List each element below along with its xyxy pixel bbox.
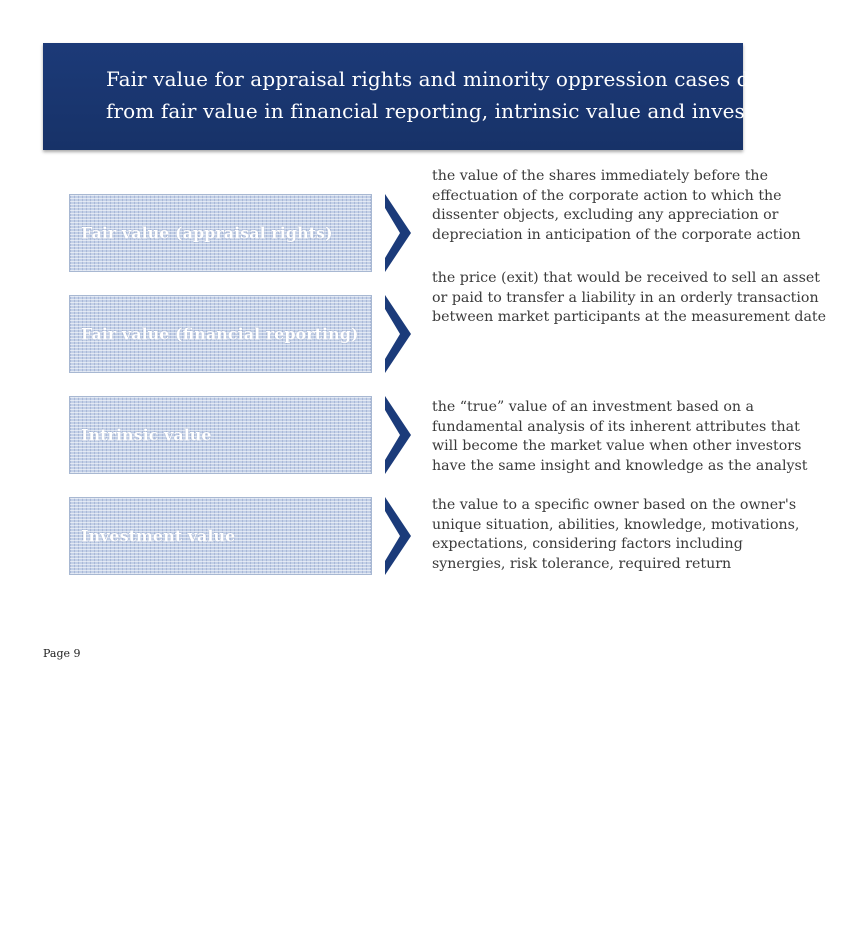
chevron-right-icon xyxy=(385,295,411,373)
row-label: Intrinsic value xyxy=(81,425,212,445)
row-box-appraisal-fair-value xyxy=(69,194,372,272)
row-description xyxy=(432,269,827,328)
desc-line: dissenter objects, excluding any appreciation or xyxy=(432,207,779,223)
row-label: Investment value xyxy=(81,526,236,546)
row-box-investment-value xyxy=(69,497,372,575)
desc-line: expectations, considering factors including xyxy=(432,536,743,552)
desc-line: fundamental analysis of its inherent attributes that xyxy=(432,418,800,435)
desc-line: the value to a specific owner based on the owner's xyxy=(432,497,797,513)
desc-line: the price (exit) that would be received to sell an asset xyxy=(432,270,820,286)
desc-line: the value of the shares immediately before the xyxy=(432,168,768,184)
desc-line: have the same insight and knowledge as the analyst xyxy=(432,457,808,474)
row-description xyxy=(432,167,801,245)
desc-line: will become the market value when other investors xyxy=(432,438,802,454)
desc-line: depreciation in anticipation of the corporate action xyxy=(432,226,801,243)
desc-line: effectuation of the corporate action to which the xyxy=(432,187,782,204)
row-box-intrinsic-value xyxy=(69,396,372,474)
desc-line: synergies, risk tolerance, required return xyxy=(432,555,732,572)
chevron-right-icon xyxy=(385,497,411,575)
desc-line: the “true” value of an investment based on a xyxy=(432,399,754,415)
title-line-2: from fair value in financial reporting, intrinsic value and investment value xyxy=(106,99,866,123)
desc-line: between market participants at the measurement date xyxy=(432,309,827,325)
row-label: Fair value (appraisal rights) xyxy=(81,223,333,243)
page-number: Page 9 xyxy=(43,647,81,660)
chevron-right-icon xyxy=(385,194,411,272)
title-line-1: Fair value for appraisal rights and minority oppression cases differs xyxy=(106,67,804,91)
chevron-right-icon xyxy=(385,396,411,474)
row-description xyxy=(432,496,800,574)
row-label: Fair value (financial reporting) xyxy=(81,324,359,344)
row-description xyxy=(432,398,808,476)
title-banner xyxy=(43,43,866,150)
desc-line: or paid to transfer a liability in an orderly transaction xyxy=(432,289,819,306)
desc-line: unique situation, abilities, knowledge, motivations, xyxy=(432,516,800,533)
row-box-financial-fair-value xyxy=(69,295,372,373)
